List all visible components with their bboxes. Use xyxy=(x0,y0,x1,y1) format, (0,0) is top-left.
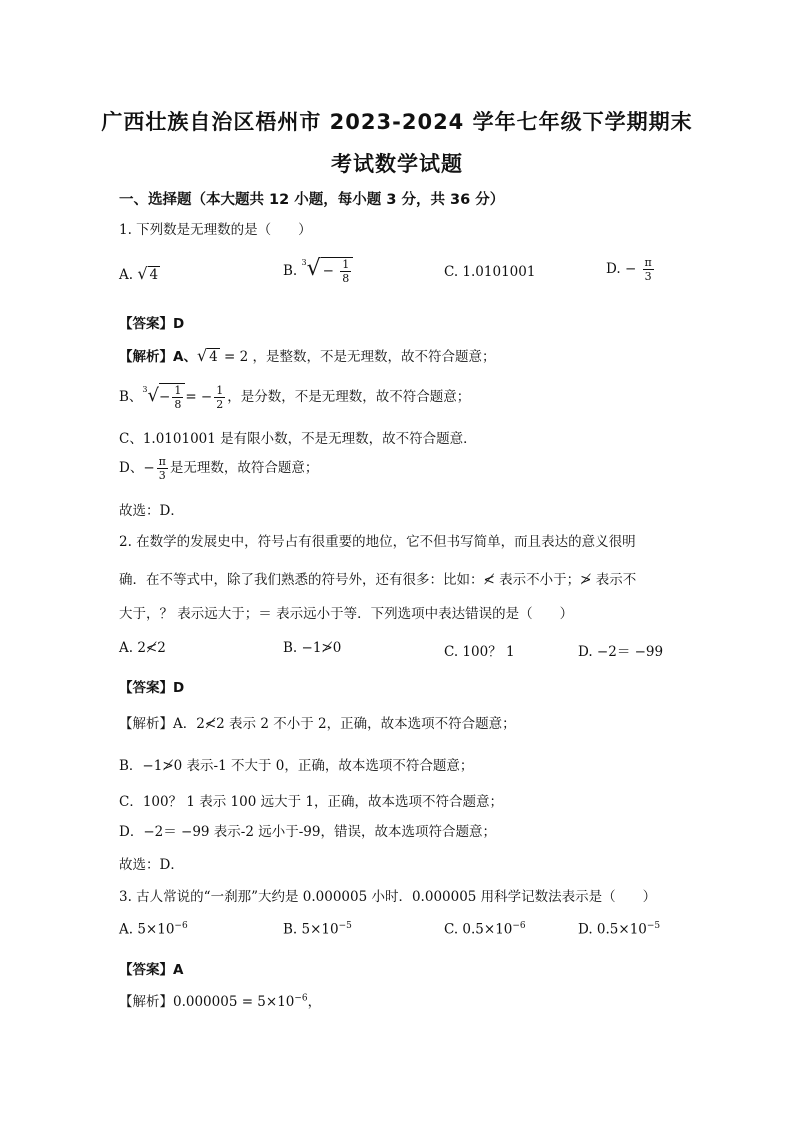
q3-answer: 【答案】A xyxy=(119,962,184,978)
q2-stem-line2: 确．在不等式中，除了我们熟悉的符号外，还有很多：比如：≮ 表示不小于；≯ 表示不 xyxy=(119,572,637,588)
q1-option-c: C. 1.0101001 xyxy=(444,264,536,280)
q1-option-b: B. $^3$√ − $\frac{1}{8}$ xyxy=(283,256,353,285)
q2-choose: 故选：D． xyxy=(119,857,184,873)
document-title-line2: 考试数学试题 xyxy=(331,152,463,176)
q2-stem-line1: 2. 在数学的发展史中，符号占有很重要的地位，它不但书写简单，而且表达的意义很明 xyxy=(119,534,636,550)
q1-choose: 故选：D． xyxy=(119,503,184,519)
q2-explanation-a: 【解析】A．2≮2 表示 2 不小于 2，正确，故本选项不符合题意； xyxy=(119,716,516,732)
q2-option-b: B. −1≯0 xyxy=(283,640,342,656)
q1-explanation-a: 【解析】A、√ 4 = 2 ，是整数，不是无理数，故不符合题意； xyxy=(119,346,496,365)
q1-stem: 1. 下列数是无理数的是（ ） xyxy=(119,222,312,238)
document-title-line1: 广西壮族自治区梧州市 2023-2024 学年七年级下学期期末 xyxy=(101,110,693,134)
sqrt-symbol: √ 4 xyxy=(137,264,159,283)
q3-option-d: D. $0.5\times 10^{-5}$ xyxy=(578,921,661,938)
q1-option-a: A. √ 4 xyxy=(119,264,159,283)
q2-explanation-b: B．−1≯0 表示-1 不大于 0，正确，故本选项不符合题意； xyxy=(119,758,474,774)
q2-answer: 【答案】D xyxy=(119,680,185,696)
q2-option-c: C. 100？ 1 xyxy=(444,644,515,660)
q3-stem: 3. 古人常说的“一刹那”大约是 0.000005 小时．0.000005 用科学记数法表示是（ ） xyxy=(119,889,657,905)
q1-explanation-d: D、− $\frac{\pi}{3}$ 是无理数，故符合题意； xyxy=(119,455,319,482)
q3-explanation: 【解析】$0.000005 = 5\times 10^{-6}$， xyxy=(119,993,322,1010)
q2-option-a: A. 2≮2 xyxy=(119,640,166,656)
q2-explanation-d: D．−2＝ −99 表示-2 远小于-99，错误，故本选项符合题意； xyxy=(119,824,496,840)
q2-option-d: D. −2＝ −99 xyxy=(578,644,664,660)
q1-option-d: D. − $\frac{\pi}{3}$ xyxy=(606,256,652,283)
q1-answer: 【答案】D xyxy=(119,316,185,332)
q3-option-a: A. $5\times 10^{-6}$ xyxy=(119,921,188,938)
q3-option-b: B. $5\times 10^{-5}$ xyxy=(283,921,352,938)
q3-option-c: C. $0.5\times 10^{-6}$ xyxy=(444,921,526,938)
q1-explanation-c: C、1.0101001 是有限小数，不是无理数，故不符合题意． xyxy=(119,431,477,447)
q1-explanation-b: B、$^3$√− $\frac{1}{8}$ = − $\frac{1}{2}$ ，是分数，不是无理数，故不符合题意； xyxy=(119,384,471,411)
q2-stem-line3: 大于，？ 表示远大于；＝ 表示远小于等．下列选项中表达错误的是（ ） xyxy=(119,606,574,622)
q2-explanation-c: C．100？ 1 表示 100 远大于 1，正确，故本选项不符合题意； xyxy=(119,794,503,810)
section-heading: 一、选择题（本大题共 12 小题，每小题 3 分，共 36 分） xyxy=(119,192,505,208)
